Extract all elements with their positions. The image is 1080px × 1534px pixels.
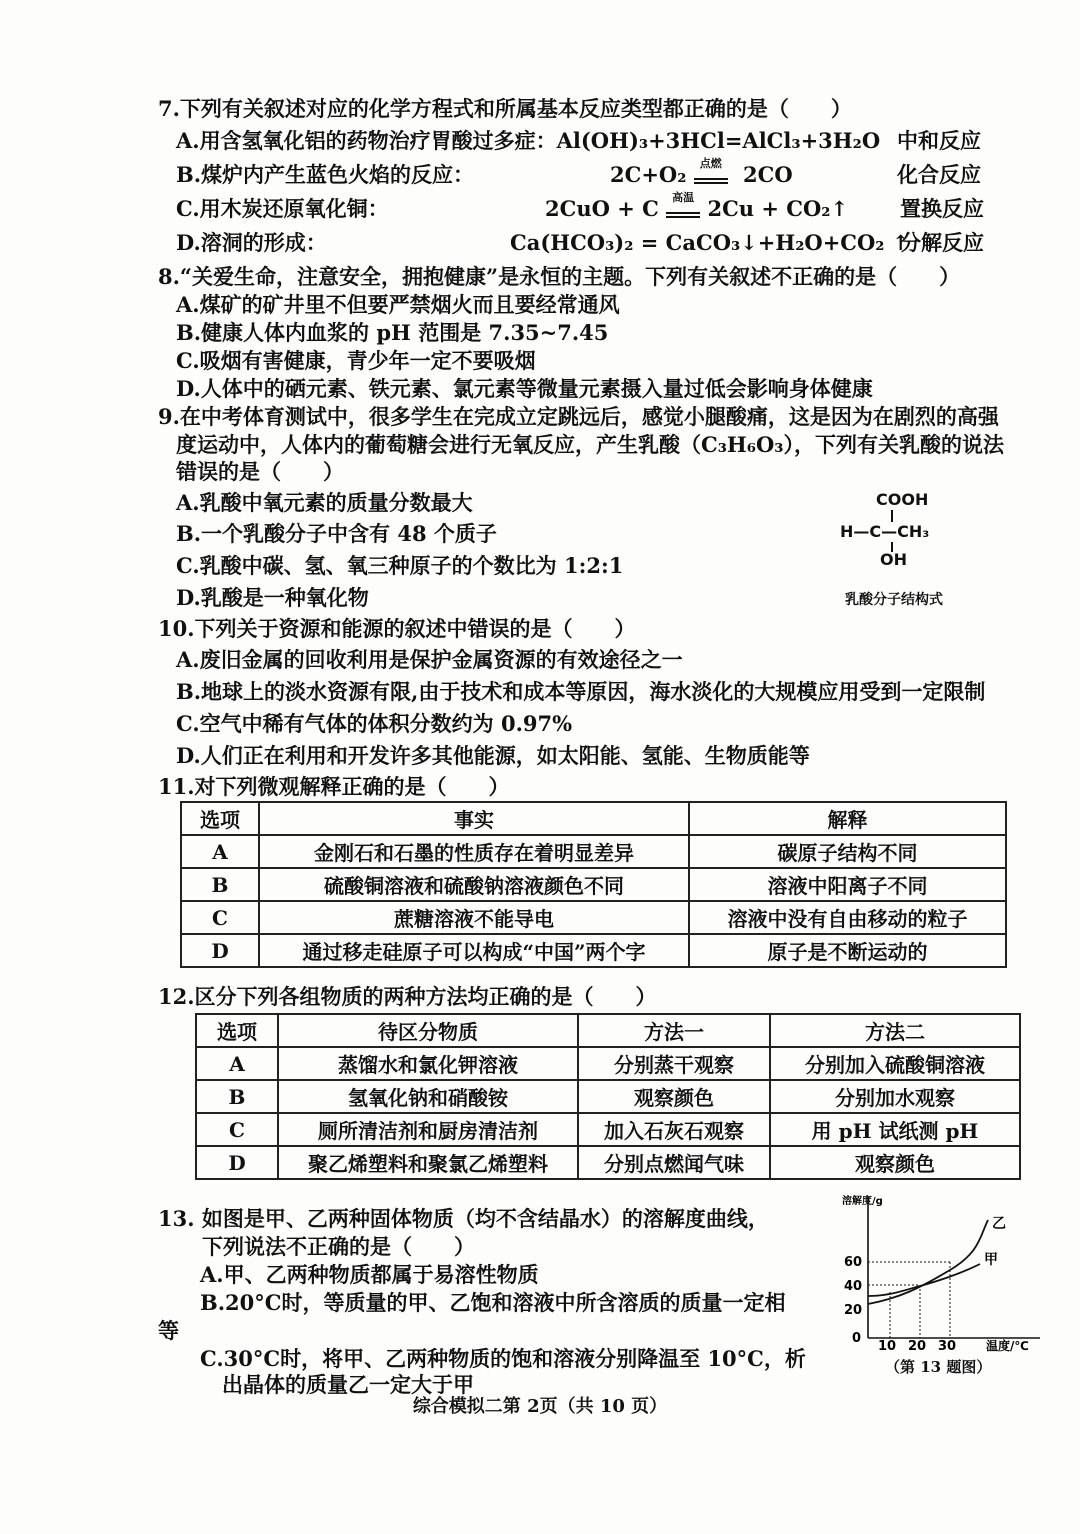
table-cell: 聚乙烯塑料和聚氯乙烯塑料 xyxy=(278,1146,578,1179)
table-header: 待区分物质 xyxy=(278,1014,578,1047)
table-header-row xyxy=(196,1014,1020,1047)
table-cell: 分别加入硫酸铜溶液 xyxy=(770,1047,1020,1080)
table-header: 方法一 xyxy=(578,1014,770,1047)
graph-xlabel: 温度/℃ xyxy=(986,1339,1029,1352)
q7-stem: 7.下列有关叙述对应的化学方程式和所属基本反应类型都正确的是（ ） xyxy=(158,96,852,121)
q10-option-d: D.人们正在利用和开发许多其他能源，如太阳能、氢能、生物质能等 xyxy=(176,743,810,768)
q7-option-b-equation xyxy=(610,156,793,188)
q7-option-d-equation: Ca(HCO₃)₂ = CaCO₃↓+H₂O+CO₂ ↑ xyxy=(510,230,910,255)
q8-option-c: C.吸烟有害健康，青少年一定不要吸烟 xyxy=(176,348,536,373)
eq-left: 2CuO + C xyxy=(545,196,659,221)
eq-condition: 高温 xyxy=(666,204,700,218)
q8-option-b: B.健康人体内血浆的 pH 范围是 7.35~7.45 xyxy=(176,320,609,345)
x-tick-label: 10 xyxy=(878,1339,897,1352)
x-tick-label: 20 xyxy=(908,1339,927,1352)
y-tick-label: 20 xyxy=(844,1303,863,1318)
table-cell: 厕所清洁剂和厨房清洁剂 xyxy=(278,1113,578,1146)
q10-stem: 10.下列关于资源和能源的叙述中错误的是（ ） xyxy=(158,616,636,641)
table-cell: 溶液中阳离子不同 xyxy=(689,868,1006,901)
q8-option-a: A.煤矿的矿井里不但要严禁烟火而且要经常通风 xyxy=(176,292,620,317)
table-cell: C xyxy=(196,1113,278,1146)
table-cell: D xyxy=(181,934,259,967)
q13-option-c-cont: 出晶体的质量乙一定大于甲 xyxy=(222,1372,474,1397)
q7-option-d: D.溶洞的形成： xyxy=(176,230,327,255)
q13-option-b-cont: 等 xyxy=(158,1318,179,1343)
table-header: 方法二 xyxy=(770,1014,1020,1047)
table-row xyxy=(181,835,1006,868)
table-cell: 通过移走硅原子可以构成“中国”两个字 xyxy=(259,934,689,967)
q7-option-c-type: 置换反应 xyxy=(900,196,984,221)
q9-option-a: A.乳酸中氧元素的质量分数最大 xyxy=(176,490,473,515)
series-label-yi: 乙 xyxy=(992,1216,1006,1232)
q10-option-b: B.地球上的淡水资源有限,由于技术和成本等原因，海水淡化的大规模应用受到一定限制 xyxy=(176,679,986,704)
table-cell: 蔗糖溶液不能导电 xyxy=(259,901,689,934)
q7-option-b: B.煤炉内产生蓝色火焰的反应： xyxy=(176,162,475,187)
q9-option-b: B.一个乳酸分子中含有 48 个质子 xyxy=(176,521,497,546)
table-cell: 分别点燃闻气味 xyxy=(578,1146,770,1179)
q10-option-c: C.空气中稀有气体的体积分数约为 0.97% xyxy=(176,711,573,736)
q12-table xyxy=(195,1013,1021,1180)
q8-stem: 8.“关爱生命，注意安全，拥抱健康”是永恒的主题。下列有关叙述不正确的是（ ） xyxy=(158,264,961,289)
table-cell: 原子是不断运动的 xyxy=(689,934,1006,967)
q13-option-a: A.甲、乙两种物质都属于易溶性物质 xyxy=(200,1262,539,1287)
table-cell: 金刚石和石墨的性质存在着明显差异 xyxy=(259,835,689,868)
structure-middle: H—C—CH₃ xyxy=(840,522,930,541)
q13-stem-line2: 下列说法不正确的是（ ） xyxy=(202,1234,475,1259)
q9-option-d: D.乳酸是一种氧化物 xyxy=(176,585,369,610)
q13-stem-line1: 13. 如图是甲、乙两种固体物质（均不含结晶水）的溶解度曲线， xyxy=(158,1206,769,1231)
table-cell: D xyxy=(196,1146,278,1179)
table-header: 选项 xyxy=(181,802,259,835)
table-cell: B xyxy=(181,868,259,901)
table-cell: 碳原子结构不同 xyxy=(689,835,1006,868)
page-footer: 综合模拟二第 2页（共 10 页） xyxy=(412,1396,668,1417)
table-cell: B xyxy=(196,1080,278,1113)
x-tick-label: 30 xyxy=(938,1339,957,1352)
table-row xyxy=(181,901,1006,934)
eq-condition: 点燃 xyxy=(694,170,728,184)
table-row xyxy=(181,868,1006,901)
table-cell: 硫酸铜溶液和硫酸钠溶液颜色不同 xyxy=(259,868,689,901)
y-tick-label: 60 xyxy=(844,1255,863,1270)
table-row xyxy=(196,1047,1020,1080)
table-header-row xyxy=(181,802,1006,835)
table-cell: C xyxy=(181,901,259,934)
table-header: 事实 xyxy=(259,802,689,835)
table-cell: 观察颜色 xyxy=(770,1146,1020,1179)
table-row xyxy=(196,1146,1020,1179)
q7-option-b-type: 化合反应 xyxy=(897,162,981,187)
table-cell: 分别加水观察 xyxy=(770,1080,1020,1113)
lactic-acid-structure xyxy=(838,490,968,570)
table-cell: 溶液中没有自由移动的粒子 xyxy=(689,901,1006,934)
structure-caption: 乳酸分子结构式 xyxy=(845,592,943,608)
q9-stem-line2: 度运动中，人体内的葡萄糖会进行无氧反应，产生乳酸（C₃H₆O₃），下列有关乳酸的说法 xyxy=(176,432,1004,457)
q11-stem: 11.对下列微观解释正确的是（ ） xyxy=(158,774,510,799)
table-header: 选项 xyxy=(196,1014,278,1047)
curve-jia xyxy=(868,1264,980,1296)
q8-option-d: D.人体中的硒元素、铁元素、氯元素等微量元素摄入量过低会影响身体健康 xyxy=(176,376,873,401)
q9-stem-line1: 9.在中考体育测试中，很多学生在完成立定跳远后，感觉小腿酸痛，这是因为在剧烈的高强 xyxy=(158,404,999,429)
q10-option-a: A.废旧金属的回收利用是保护金属资源的有效途径之一 xyxy=(176,647,683,672)
bond-line xyxy=(891,510,893,522)
graph-caption: （第 13 题图） xyxy=(885,1358,992,1376)
table-cell: 氢氧化钠和硝酸铵 xyxy=(278,1080,578,1113)
q11-table xyxy=(180,801,1007,968)
table-cell: 加入石灰石观察 xyxy=(578,1113,770,1146)
structure-top: COOH xyxy=(876,490,929,509)
table-cell: 蒸馏水和氯化钾溶液 xyxy=(278,1047,578,1080)
solubility-graph xyxy=(840,1192,1050,1352)
q7-option-c: C.用木炭还原氧化铜： xyxy=(176,196,389,221)
table-header: 解释 xyxy=(689,802,1006,835)
y-tick-label: 40 xyxy=(844,1279,863,1294)
q7-option-a: A.用含氢氧化铝的药物治疗胃酸过多症：Al(OH)₃+3HCl=AlCl₃+3H₂O xyxy=(176,128,881,153)
table-row xyxy=(196,1080,1020,1113)
table-cell: 观察颜色 xyxy=(578,1080,770,1113)
y-tick-label: 0 xyxy=(852,1331,862,1346)
structure-bottom: OH xyxy=(880,550,907,569)
table-cell: 分别蒸干观察 xyxy=(578,1047,770,1080)
eq-right: 2CO xyxy=(743,162,793,187)
q12-stem: 12.区分下列各组物质的两种方法均正确的是（ ） xyxy=(158,984,657,1009)
q7-option-a-type: 中和反应 xyxy=(897,128,981,153)
q7-option-d-type: 分解反应 xyxy=(900,230,984,255)
graph-ylabel: 溶解度/g xyxy=(842,1196,883,1207)
series-label-jia: 甲 xyxy=(984,1252,998,1268)
table-row xyxy=(181,934,1006,967)
q13-option-c: C.30°C时，将甲、乙两种物质的饱和溶液分别降温至 10°C，析 xyxy=(200,1346,806,1371)
q13-option-b: B.20°C时，等质量的甲、乙饱和溶液中所含溶质的质量一定相 xyxy=(200,1290,786,1315)
table-cell: A xyxy=(181,835,259,868)
table-cell: A xyxy=(196,1047,278,1080)
table-cell: 用 pH 试纸测 pH xyxy=(770,1113,1020,1146)
eq-right: 2Cu + CO₂↑ xyxy=(707,196,849,221)
q7-option-c-equation xyxy=(545,190,849,222)
eq-left: 2C+O₂ xyxy=(610,162,687,187)
table-row xyxy=(196,1113,1020,1146)
q9-option-c: C.乳酸中碳、氢、氧三种原子的个数比为 1:2:1 xyxy=(176,553,624,578)
q9-stem-line3: 错误的是（ ） xyxy=(176,459,344,484)
